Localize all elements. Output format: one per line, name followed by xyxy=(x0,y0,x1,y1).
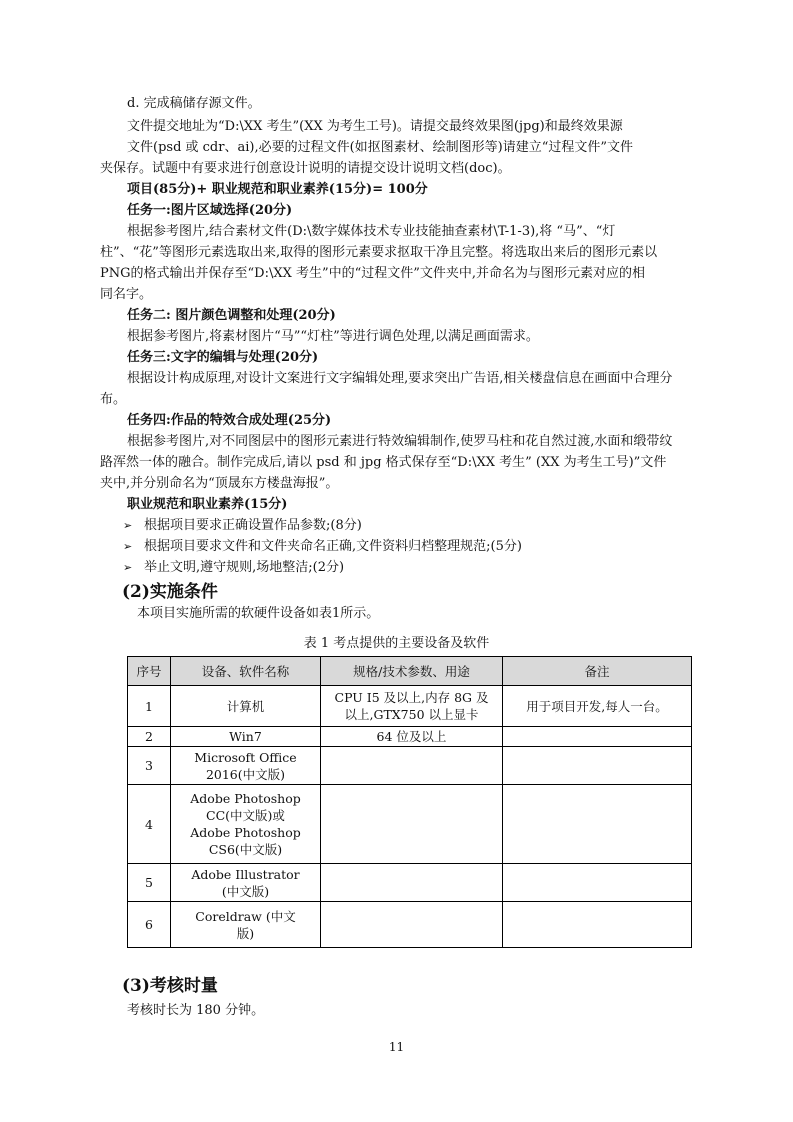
conditions-text: 本项目实施所需的软硬件设备如表1所示。 xyxy=(137,606,380,621)
arrow-bullet-icon: ➢ xyxy=(123,519,133,532)
cell-note xyxy=(503,864,692,902)
cell-name-line: CC(中文版)或 xyxy=(206,808,285,823)
cell-name xyxy=(171,727,321,747)
submit-line-2: 文件(psd 或 cdr、ai),必要的过程文件(如抠图素材、绘制图形等)请建立“过程文件”文件 xyxy=(127,140,634,155)
task2-line-1: 根据参考图片,将素材图片“马”“灯柱”等进行调色处理,以满足画面需求。 xyxy=(127,329,539,344)
table-header-row xyxy=(128,657,692,686)
cell-spec xyxy=(321,686,503,727)
header-index: 序号 xyxy=(128,657,171,686)
cell-spec xyxy=(321,727,503,747)
cell-name xyxy=(171,902,321,948)
table-row xyxy=(128,902,692,948)
cell-index: 4 xyxy=(128,785,171,864)
task4-heading: 任务四:作品的特效合成处理(25分) xyxy=(127,413,332,428)
equipment-table xyxy=(127,656,692,948)
professional-heading: 职业规范和职业素养(15分) xyxy=(127,497,288,512)
score-heading: 项目(85分)+ 职业规范和职业素养(15分)= 100分 xyxy=(127,182,428,197)
bullet-item-3: 举止文明,遵守规则,场地整洁;(2分) xyxy=(144,560,345,575)
cell-name-line: Microsoft Office xyxy=(194,749,297,765)
cell-note xyxy=(503,785,692,864)
header-spec: 规格/技术参数、用途 xyxy=(321,657,503,686)
cell-note xyxy=(503,727,692,747)
task2-heading: 任务二: 图片颜色调整和处理(20分) xyxy=(127,308,336,323)
cell-name-line: 计算机 xyxy=(226,698,265,714)
table-row xyxy=(128,686,692,727)
cell-index: 6 xyxy=(128,902,171,948)
section-heading-conditions: (2)实施条件 xyxy=(122,582,218,602)
cell-index: 5 xyxy=(128,864,171,902)
task4-line-2: 路浑然一体的融合。制作完成后,请以 psd 和 jpg 格式保存至“D:\XX 考生” (XX 为考生工号)”文件 xyxy=(100,455,667,470)
cell-name-line: Adobe Illustrator xyxy=(191,866,300,882)
bullet-item-1: 根据项目要求正确设置作品参数;(8分) xyxy=(144,518,362,533)
page-number: 11 xyxy=(388,1040,405,1054)
cell-spec xyxy=(321,864,503,902)
cell-spec xyxy=(321,747,503,785)
cell-index: 1 xyxy=(128,686,171,727)
cell-name xyxy=(171,686,321,727)
header-name: 设备、软件名称 xyxy=(171,657,321,686)
bullet-item-2: 根据项目要求文件和文件夹命名正确,文件资料归档整理规范;(5分) xyxy=(144,539,522,554)
cell-name xyxy=(171,785,321,864)
task1-line-3: PNG的格式输出并保存至“D:\XX 考生”中的“过程文件”文件夹中,并命名为与图形元素对应的相 xyxy=(100,266,646,281)
cell-spec xyxy=(321,902,503,948)
task1-line-1: 根据参考图片,结合素材文件(D:\数字媒体技术专业技能抽查素材\T-1-3),将 “马”、“灯 xyxy=(127,224,616,239)
table-caption: 表 1 考点提供的主要设备及软件 xyxy=(303,636,490,651)
table-row xyxy=(128,727,692,747)
table-row xyxy=(128,747,692,785)
cell-name-line: 2016(中文版) xyxy=(205,766,286,782)
duration-text: 考核时长为 180 分钟。 xyxy=(127,1003,265,1018)
cell-name xyxy=(171,747,321,785)
task1-heading: 任务一:图片区域选择(20分) xyxy=(127,203,293,218)
table-row xyxy=(128,864,692,902)
task1-line-4: 同名字。 xyxy=(100,287,153,302)
cell-spec xyxy=(321,785,503,864)
cell-name xyxy=(171,864,321,902)
cell-name-line: (中文版) xyxy=(221,883,270,899)
arrow-bullet-icon: ➢ xyxy=(123,540,133,553)
task4-line-1: 根据参考图片,对不同图层中的图形元素进行特效编辑制作,使罗马柱和花自然过渡,水面和缎带纹 xyxy=(127,434,673,449)
cell-name-line: 版) xyxy=(236,925,255,941)
task3-line-1: 根据设计构成原理,对设计文案进行文字编辑处理,要求突出广告语,相关楼盘信息在画面中合理分 xyxy=(127,371,673,386)
cell-spec-line: 64 位及以上 xyxy=(376,729,447,744)
submit-line-3: 夹保存。试题中有要求进行创意设计说明的请提交设计说明文档(doc)。 xyxy=(100,161,511,176)
header-note: 备注 xyxy=(503,657,692,686)
submit-line-1: 文件提交地址为“D:\XX 考生”(XX 为考生工号)。请提交最终效果图(jpg)和最终效果源 xyxy=(127,119,623,134)
cell-note xyxy=(503,902,692,948)
cell-spec-line: CPU I5 及以上,内存 8G 及 xyxy=(334,690,489,705)
arrow-bullet-icon: ➢ xyxy=(123,561,133,574)
item-d: d. 完成稿储存源文件。 xyxy=(127,96,261,111)
task3-heading: 任务三:文字的编辑与处理(20分) xyxy=(127,350,319,365)
cell-name-line: Adobe Photoshop xyxy=(190,791,301,806)
cell-name-line: Adobe Photoshop xyxy=(190,825,301,840)
cell-index: 2 xyxy=(128,727,171,747)
cell-name-line: Coreldraw (中文 xyxy=(195,908,296,924)
cell-note: 用于项目开发,每人一台。 xyxy=(503,686,692,727)
cell-name-line: Win7 xyxy=(229,729,262,744)
task3-line-2: 布。 xyxy=(100,392,127,407)
table-row xyxy=(128,785,692,864)
task4-line-3: 夹中,并分别命名为“顶晟东方楼盘海报”。 xyxy=(100,476,339,491)
task1-line-2: 柱”、“花”等图形元素选取出来,取得的图形元素要求抠取干净且完整。将选取出来后的图形元素以 xyxy=(100,245,658,260)
cell-spec-line: 以上,GTX750 以上显卡 xyxy=(344,707,479,722)
cell-index: 3 xyxy=(128,747,171,785)
section-heading-duration: (3)考核时量 xyxy=(122,976,218,996)
cell-note xyxy=(503,747,692,785)
cell-name-line: CS6(中文版) xyxy=(208,842,283,857)
